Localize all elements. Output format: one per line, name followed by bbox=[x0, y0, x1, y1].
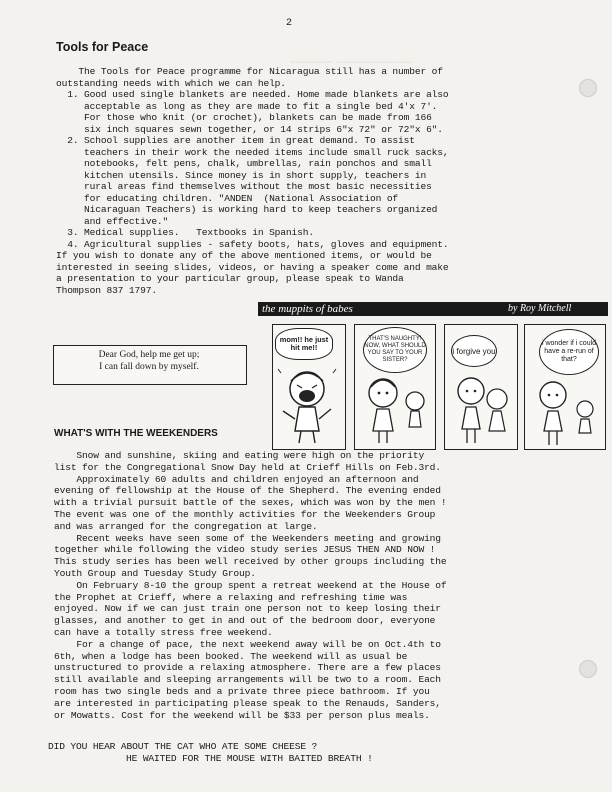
text-line: 4. Agricultural supplies - safety boots, hats, gloves and equipment. bbox=[56, 238, 449, 250]
text-line: glasses, and another to get in and out of the bedroom door, everyone bbox=[54, 615, 436, 627]
speech-bubble-2: THAT'S NAUGHTY! NOW, WHAT SHOULD YOU SAY TO YOUR SISTER? bbox=[363, 327, 427, 373]
text-line: The event was one of the monthly activities for the Weekenders Group bbox=[54, 509, 436, 520]
text-line: outstanding needs with which we can help. bbox=[56, 77, 286, 89]
text-line: 2. School supplies are another item in great demand. To assist bbox=[56, 135, 415, 146]
text-line: or Mowatts. Cost for the weekend will be $33 per person plus meals. bbox=[54, 709, 430, 721]
comic-panel-4 bbox=[524, 324, 606, 450]
text-line: For a change of pace, the next weekend away will be on Oct.4th to bbox=[54, 638, 441, 650]
text-line: a presentation to your particular group, please speak to Wanda bbox=[56, 273, 404, 284]
text-line: and was arranged for the congregation at large. bbox=[54, 520, 318, 532]
weekenders-heading: WHAT'S WITH THE WEEKENDERS bbox=[54, 428, 218, 439]
text-line: Thompson 837 1797. bbox=[56, 284, 157, 296]
binder-hole-bottom bbox=[579, 660, 597, 678]
text-line: interested in seeing slides, videos, or having a speaker come and make bbox=[56, 261, 449, 273]
text-line: are interested in participating please speak to the Renauds, Sanders, bbox=[54, 697, 441, 709]
comic-author: by Roy Mitchell bbox=[508, 303, 572, 314]
crying-child-figure bbox=[277, 361, 343, 447]
text-line: On February 8-10 the group spent a retreat weekend at the House of bbox=[54, 579, 447, 591]
child-figure-2 bbox=[359, 371, 431, 447]
text-line: can have a totally stress free weekend. bbox=[54, 627, 273, 638]
text-line: six inch squares sewn together, or 14 strips 6"x 72" or 72"x 6". bbox=[56, 123, 443, 135]
text-line: evening of fellowship at the House of the Shepherd. The evening ended bbox=[54, 485, 441, 497]
bleed-through-text: ~~~~~~~~~ ~~~~~~~~~~~~~~~~ bbox=[290, 59, 411, 68]
text-line: notebooks, felt pens, chalk, umbrellas, rain ponchos and small bbox=[56, 158, 432, 169]
text-line: Recent weeks have seen some of the Weekenders meeting and growing bbox=[54, 532, 441, 544]
text-line: If you wish to donate any of the above mentioned items, or would be bbox=[56, 250, 432, 261]
speech-bubble-1: mom!! he just hit me!! bbox=[275, 328, 333, 360]
tools-for-peace-heading: Tools for Peace bbox=[56, 40, 149, 54]
text-line: room has two single beds and a private three piece bathroom. If you bbox=[54, 686, 430, 697]
page-number: 2 bbox=[286, 18, 292, 29]
text-line: For those who knit (or crochet), blankets can be made from 166 bbox=[56, 112, 432, 123]
comic-panel-1 bbox=[272, 324, 346, 450]
comic-panel-2 bbox=[354, 324, 436, 450]
text-line: enjoyed. Now if we can just train one person not to keep losing their bbox=[54, 603, 441, 615]
text-line: rural areas find themselves without the most basic necessities bbox=[56, 181, 432, 192]
text-line: together while following the video study series JESUS THEN AND NOW ! bbox=[54, 544, 436, 556]
comic-panel-3 bbox=[444, 324, 518, 450]
text-line: list for the Congregational Snow Day held at Crieff Hills on Feb.3rd. bbox=[54, 461, 441, 473]
text-line: 6th, when a lodge has been booked. The weekend will as usual be bbox=[54, 650, 408, 662]
text-line: teachers in their work the needed items include small ruck sacks, bbox=[56, 146, 449, 158]
text-line: for educating children. "ANDEN (National Association of bbox=[56, 192, 399, 204]
text-line: This study series has been well received by other groups including the bbox=[54, 556, 447, 568]
speech-bubble-4: i wonder if i could have a re-run of that? bbox=[539, 329, 599, 375]
binder-hole-top bbox=[579, 79, 597, 97]
text-line: acceptable as long as they are made to fit a single bed 4'x 7'. bbox=[56, 100, 438, 112]
text-line: Snow and sunshine, skiing and eating were high on the priority bbox=[54, 450, 425, 461]
joke-line-2: HE WAITED FOR THE MOUSE WITH BAITED BREATH ! bbox=[126, 753, 373, 764]
comic-title: the muppits of babes bbox=[262, 303, 353, 315]
text-line: with a trivial pursuit battle of the sexes, which was won by the men ! bbox=[54, 497, 447, 509]
speech-bubble-3: i forgive you bbox=[451, 335, 497, 367]
text-line: unstructured to provide a relaxing atmosphere. There are a few places bbox=[54, 662, 441, 674]
text-line: 3. Medical supplies. Textbooks in Spanish. bbox=[56, 227, 314, 238]
child-figure-3 bbox=[451, 371, 513, 447]
text-line: kitchen utensils. Since money is in short supply, teachers in bbox=[56, 169, 427, 181]
joke-line-1: DID YOU HEAR ABOUT THE CAT WHO ATE SOME CHEESE ? bbox=[48, 741, 318, 752]
prayer-line-2: I can fall down by myself. bbox=[99, 362, 199, 372]
text-line: the Prophet at Crieff, where a relaxing and refreshing time was bbox=[54, 591, 408, 603]
text-line: Nicaraguan Teachers) is working hard to keep teachers organized bbox=[56, 204, 438, 215]
text-line: Approximately 60 adults and children enjoyed an afternoon and bbox=[54, 473, 419, 485]
text-line: and effective." bbox=[56, 215, 169, 227]
prayer-line-1: Dear God, help me get up; bbox=[98, 350, 200, 360]
text-line: Youth Group and Tuesday Study Group. bbox=[54, 568, 256, 579]
text-line: 1. Good used single blankets are needed. Home made blankets are also bbox=[56, 89, 449, 100]
text-line: still available and sleeping arrangements will be two to a room. Each bbox=[54, 674, 441, 686]
comic-strip bbox=[258, 302, 608, 452]
text-line: The Tools for Peace programme for Nicaragua still has a number of bbox=[56, 66, 443, 77]
child-figure-4 bbox=[531, 375, 601, 447]
